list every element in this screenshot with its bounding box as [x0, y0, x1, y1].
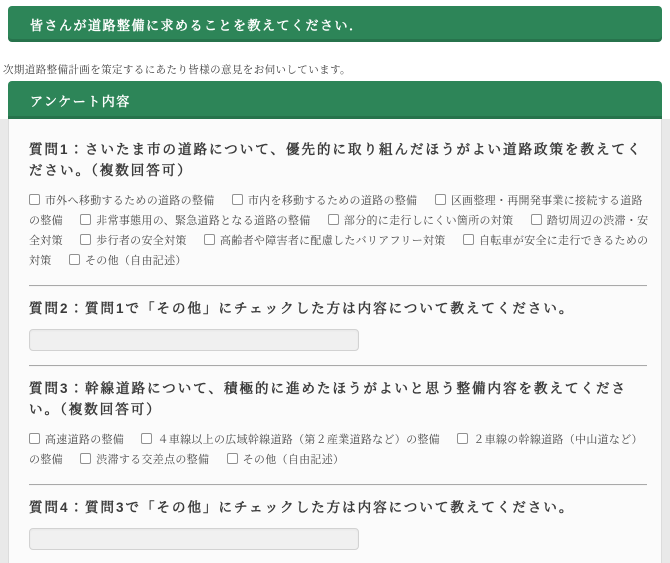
checkbox-option[interactable] — [29, 434, 124, 446]
checkbox-label[interactable]: 部分的に走行しにくい箇所の対策 — [343, 215, 514, 227]
checkbox-label[interactable]: 歩行者の安全対策 — [96, 235, 187, 247]
free-text-input-q4[interactable] — [29, 528, 359, 550]
checkbox-option[interactable] — [29, 195, 215, 207]
checkbox-icon[interactable] — [457, 433, 468, 444]
checkbox-icon[interactable] — [463, 234, 474, 245]
checkbox-option[interactable] — [328, 215, 514, 227]
checkbox-icon[interactable] — [141, 433, 152, 444]
checkbox-label[interactable]: 市内を移動するための道路の整備 — [247, 195, 418, 207]
checkbox-label[interactable]: ４車線以上の広域幹線道路（第２産業道路など）の整備 — [157, 434, 440, 446]
question-block-3 — [29, 378, 649, 470]
checkbox-group-q3 — [29, 430, 649, 470]
intro-text: 次期道路整備計画を策定するにあたり皆様の意見をお伺いしています。 — [3, 64, 351, 76]
checkbox-icon[interactable] — [29, 194, 40, 205]
page-title-bar — [8, 6, 662, 42]
free-text-input-q2[interactable] — [29, 329, 359, 351]
checkbox-icon[interactable] — [80, 453, 91, 464]
checkbox-icon[interactable] — [435, 194, 446, 205]
checkbox-option[interactable] — [141, 434, 440, 446]
checkbox-icon[interactable] — [80, 214, 91, 225]
checkbox-label[interactable]: 区画整理・再開発事業に接続する道路の整備 — [29, 195, 643, 227]
checkbox-label[interactable]: 渋滞する交差点の整備 — [96, 454, 210, 466]
checkbox-label[interactable]: 自転車が安全に走行できるための対策 — [29, 235, 649, 267]
checkbox-label[interactable]: ２車線の幹線道路（中山道など）の整備 — [29, 434, 643, 466]
question-heading-3: 質問3：幹線道路について、積極的に進めたほうがよいと思う整備内容を教えてください。（複数回答可） — [29, 381, 627, 417]
checkbox-option[interactable] — [80, 235, 186, 247]
checkbox-option[interactable] — [80, 454, 209, 466]
checkbox-label[interactable]: 高齢者や障害者に配慮したバリアフリー対策 — [220, 235, 446, 247]
checkbox-option[interactable] — [232, 195, 418, 207]
survey-body-wrapper — [0, 119, 670, 563]
section-divider — [29, 365, 647, 367]
question-block-1 — [29, 139, 649, 271]
checkbox-icon[interactable] — [531, 214, 542, 225]
checkbox-label[interactable]: 市外へ移動するための道路の整備 — [45, 195, 215, 207]
checkbox-label[interactable]: その他（自由記述） — [242, 454, 345, 466]
checkbox-icon[interactable] — [69, 254, 80, 265]
question-heading-4: 質問4：質問3で「その他」にチェックした方は内容について教えてください。 — [29, 500, 575, 515]
survey-section-header — [8, 81, 662, 119]
checkbox-icon[interactable] — [204, 234, 215, 245]
checkbox-label[interactable]: その他（自由記述） — [84, 255, 187, 267]
question-block-4 — [29, 497, 649, 550]
checkbox-icon[interactable] — [227, 453, 238, 464]
checkbox-option[interactable] — [227, 454, 345, 466]
section-divider — [29, 484, 647, 486]
checkbox-option[interactable] — [80, 215, 310, 227]
checkbox-label[interactable]: 非常事態用の、緊急道路となる道路の整備 — [96, 215, 311, 227]
checkbox-option[interactable] — [69, 255, 187, 267]
question-heading-1: 質問1：さいたま市の道路について、優先的に取り組んだほうがよい道路政策を教えてください。（複数回答可） — [29, 142, 643, 178]
checkbox-option[interactable] — [204, 235, 446, 247]
page-title: 皆さんが道路整備に求めることを教えてください． — [30, 17, 364, 33]
checkbox-label[interactable]: 踏切周辺の渋滞・安全対策 — [29, 215, 649, 247]
checkbox-icon[interactable] — [328, 214, 339, 225]
checkbox-label[interactable]: 高速道路の整備 — [45, 434, 125, 446]
question-block-2 — [29, 298, 649, 351]
survey-section-header-label: アンケート内容 — [30, 93, 131, 109]
checkbox-icon[interactable] — [29, 433, 40, 444]
checkbox-group-q1 — [29, 191, 649, 271]
survey-panel — [8, 119, 662, 563]
question-heading-2: 質問2：質問1で「その他」にチェックした方は内容について教えてください。 — [29, 301, 575, 316]
checkbox-icon[interactable] — [232, 194, 243, 205]
section-divider — [29, 285, 647, 287]
checkbox-icon[interactable] — [80, 234, 91, 245]
